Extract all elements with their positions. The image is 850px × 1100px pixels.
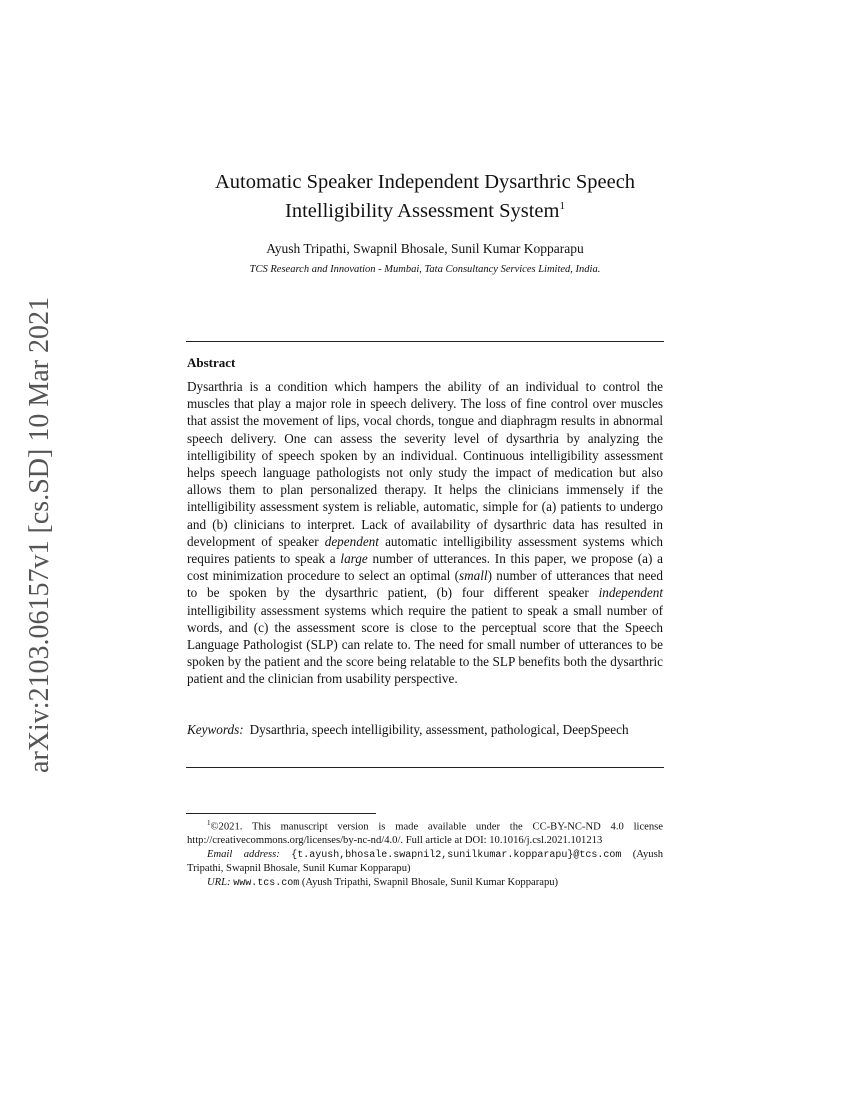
abstract-text-5: intelligibility assessment systems which require the patient to speak a small number of words, and (c) the assessment score is close to the perceptual score that the Speech Language Pathologist (SLP) can relate to. The need for small number of utterances to be spoken by the patient and the score being relatable to the SLP benefits both the dysarthric patient and the clinician from usability perspective. <box>187 602 663 687</box>
footnotes <box>187 817 663 891</box>
email-names: (Ayush Tripathi, Swapnil Bhosale, Sunil Kumar Kopparapu) <box>187 848 663 875</box>
url-label: URL: <box>207 876 231 888</box>
email-address: {t.ayush,bhosale.swapnil2,sunilkumar.kopparapu}@tcs.com <box>291 849 622 861</box>
abstract-heading: Abstract <box>187 355 236 370</box>
footnote-license <box>187 817 663 848</box>
abstract-bottom-rule <box>186 767 664 768</box>
paper-title <box>185 170 665 223</box>
author-list: Ayush Tripathi, Swapnil Bhosale, Sunil Kumar Kopparapu <box>266 241 584 256</box>
abstract-text-2: automatic intelligibility assessment systems which requires patients to speak a <box>187 533 663 567</box>
abstract-text-4: ) number of utterances that need to be spoken by the dysarthric patient, (b) four different speaker <box>187 568 663 601</box>
footnote-url <box>187 876 663 891</box>
abstract-body <box>187 378 663 688</box>
keywords <box>187 721 663 738</box>
url-value: www.tcs.com <box>233 877 300 889</box>
abstract-emphasis-small: small <box>459 568 488 584</box>
email-label: Email address: <box>207 848 280 860</box>
abstract-top-rule <box>186 341 664 342</box>
abstract-text-1: Dysarthria is a condition which hampers the ability of an individual to control the muscles that play a major role in speech delivery. The loss of fine control over muscles that assist the movement of lips, vocal chords, tongue and diaphragm results in abnormal speech delivery. One can assess the severity level of dysarthria by analyzing the intelligibility of speech spoken by an individual. Continuous intelligibility assessment helps speech language pathologists not only study the impact of medication but also allows them to plan personalized therapy. It helps the clinicians immensely if the intelligibility assessment system is reliable, automatic, simple for (a) patients to undergo and (b) clinicians to interpret. Lack of availability of dysarthric data has resulted in development of speaker <box>187 379 663 549</box>
affiliation: TCS Research and Innovation - Mumbai, Tata Consultancy Services Limited, India. <box>249 264 601 275</box>
abstract-emphasis-dependent: dependent <box>324 533 379 549</box>
footnote-rule <box>186 813 376 814</box>
abstract-emphasis-large: large <box>340 551 368 567</box>
arxiv-identifier: arXiv:2103.06157v1 [cs.SD] 10 Mar 2021 <box>24 297 55 773</box>
footnote-email <box>187 848 663 876</box>
title-line-2-text: Intelligibility Assessment System <box>285 199 560 222</box>
abstract-emphasis-independent: independent <box>598 585 664 601</box>
footnote-license-text: This manuscript version is made available under the CC-BY-NC-ND 4.0 license http://creativecommons.org/licenses/by-nc-nd/4.0/. Full article at DOI: 10.1016/j.csl.2021.101213 <box>187 821 663 847</box>
footnote-marker: 1 <box>207 819 211 827</box>
keywords-text: Dysarthria, speech intelligibility, assessment, pathological, DeepSpeech <box>249 722 629 737</box>
title-footnote-marker: 1 <box>559 200 565 212</box>
keywords-label: Keywords: <box>187 722 244 737</box>
title-line-2 <box>185 194 665 223</box>
footnote-copyright: ©2021. <box>210 821 243 833</box>
title-line-1: Automatic Speaker Independent Dysarthric Speech <box>214 171 636 193</box>
abstract-text-3: number of utterances. In this paper, we propose (a) a cost minimization procedure to select an optimal ( <box>187 551 664 584</box>
url-names: (Ayush Tripathi, Swapnil Bhosale, Sunil Kumar Kopparapu) <box>301 876 559 888</box>
